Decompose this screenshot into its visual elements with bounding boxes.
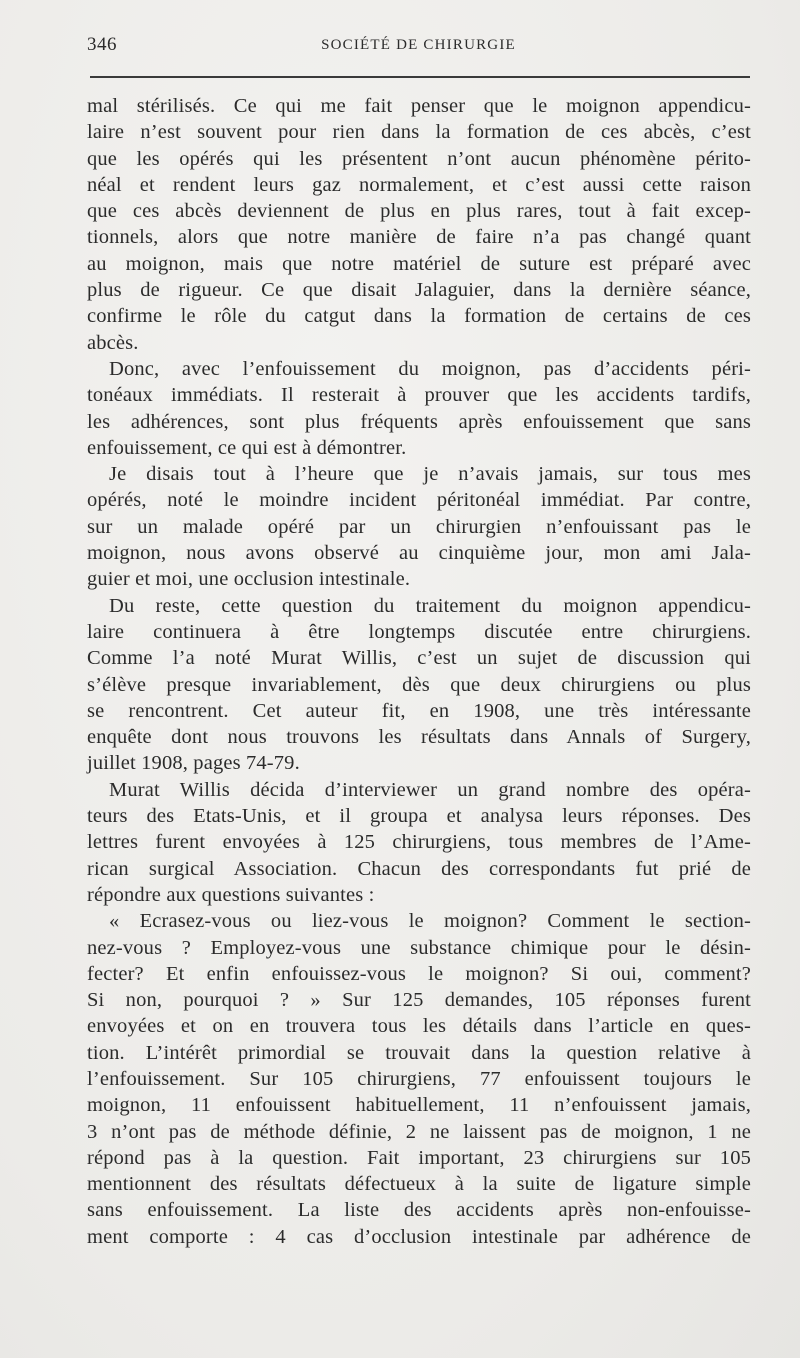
- text-line: abcès.: [87, 331, 139, 354]
- text-line: sur un malade opéré par un chirurgien n’enfouissant pas le: [87, 515, 751, 538]
- text-line: Du reste, cette question du traitement du moignon appendicu-: [109, 594, 751, 617]
- text-line: rican surgical Association. Chacun des correspondants fut prié de: [87, 857, 751, 880]
- text-line: au moignon, mais que notre matériel de suture est préparé avec: [87, 252, 751, 275]
- text-line: l’enfouissement. Sur 105 chirurgiens, 77 enfouissent toujours le: [87, 1067, 751, 1090]
- text-line: répond pas à la question. Fait important, 23 chirurgiens sur 105: [87, 1146, 751, 1169]
- text-line: Si non, pourquoi ? » Sur 125 demandes, 105 réponses furent: [87, 989, 751, 1012]
- text-line: laire continuera à être longtemps discutée entre chirurgiens.: [87, 620, 751, 643]
- text-line: confirme le rôle du catgut dans la formation de certains de ces: [87, 305, 751, 328]
- text-line: que les opérés qui les présentent n’ont aucun phénomène périto-: [87, 147, 751, 170]
- text-line: enquête dont nous trouvons les résultats dans Annals of Surgery,: [87, 726, 751, 749]
- text-line: s’élève presque invariablement, dès que deux chirurgiens ou plus: [87, 673, 751, 696]
- text-line: répondre aux questions suivantes :: [87, 883, 375, 906]
- text-line: envoyées et on en trouvera tous les détails dans l’article en ques-: [87, 1015, 751, 1038]
- text-line: juillet 1908, pages 74-79.: [87, 752, 300, 775]
- header-rule: [90, 76, 750, 78]
- text-line: Murat Willis décida d’interviewer un grand nombre des opéra-: [109, 778, 751, 801]
- text-line: enfouissement, ce qui est à démontrer.: [87, 436, 407, 459]
- text-line: que ces abcès deviennent de plus en plus rares, tout à fait excep-: [87, 200, 751, 223]
- text-line: Comme l’a noté Murat Willis, c’est un sujet de discussion qui: [87, 647, 751, 670]
- text-line: nez-vous ? Employez-vous une substance chimique pour le désin-: [87, 936, 751, 959]
- text-line: les adhérences, sont plus fréquents après enfouissement que sans: [87, 410, 751, 433]
- text-line: mentionnent des résultats défectueux à la suite de ligature simple: [87, 1173, 751, 1196]
- text-line: laire n’est souvent pour rien dans la formation de ces abcès, c’est: [87, 121, 751, 144]
- running-head: SOCIÉTÉ DE CHIRURGIE: [321, 37, 516, 53]
- text-line: teurs des Etats-Unis, et il groupa et analysa leurs réponses. Des: [87, 805, 751, 828]
- text-line: plus de rigueur. Ce que disait Jalaguier, dans la dernière séance,: [87, 279, 751, 302]
- text-line: sans enfouissement. La liste des accidents après non-enfouisse-: [87, 1199, 751, 1222]
- text-line: 3 n’ont pas de méthode définie, 2 ne laissent pas de moignon, 1 ne: [87, 1120, 751, 1143]
- text-line: néal et rendent leurs gaz normalement, et c’est aussi cette raison: [87, 173, 751, 196]
- text-line: fecter? Et enfin enfouissez-vous le moignon? Si oui, comment?: [87, 962, 751, 985]
- text-line: Je disais tout à l’heure que je n’avais jamais, sur tous mes: [109, 463, 751, 486]
- text-line: lettres furent envoyées à 125 chirurgiens, tous membres de l’Ame-: [87, 831, 751, 854]
- text-line: mal stérilisés. Ce qui me fait penser que le moignon appendicu-: [87, 95, 751, 117]
- text-line: moignon, 11 enfouissent habituellement, 11 n’enfouissent jamais,: [87, 1094, 751, 1117]
- text-line: tonéaux immédiats. Il resterait à prouver que les accidents tardifs,: [87, 384, 751, 407]
- text-line: tion. L’intérêt primordial se trouvait dans la question relative à: [87, 1041, 751, 1064]
- page-number: 346: [87, 34, 117, 55]
- text-line: guier et moi, une occlusion intestinale.: [87, 568, 411, 591]
- text-line: « Ecrasez-vous ou liez-vous le moignon? Comment le section-: [109, 910, 751, 933]
- text-line: se rencontrent. Cet auteur fit, en 1908, une très intéressante: [87, 699, 751, 722]
- text-line: moignon, nous avons observé au cinquième jour, mon ami Jala-: [87, 542, 751, 565]
- text-line: Donc, avec l’enfouissement du moignon, pas d’accidents péri-: [109, 357, 751, 380]
- page-header: [87, 34, 750, 60]
- text-line: opérés, noté le moindre incident péritonéal immédiat. Par contre,: [87, 489, 751, 512]
- body-text: [87, 93, 751, 1250]
- text-line: tionnels, alors que notre manière de faire n’a pas changé quant: [87, 226, 751, 249]
- text-line: ment comporte : 4 cas d’occlusion intestinale par adhérence de: [87, 1225, 751, 1248]
